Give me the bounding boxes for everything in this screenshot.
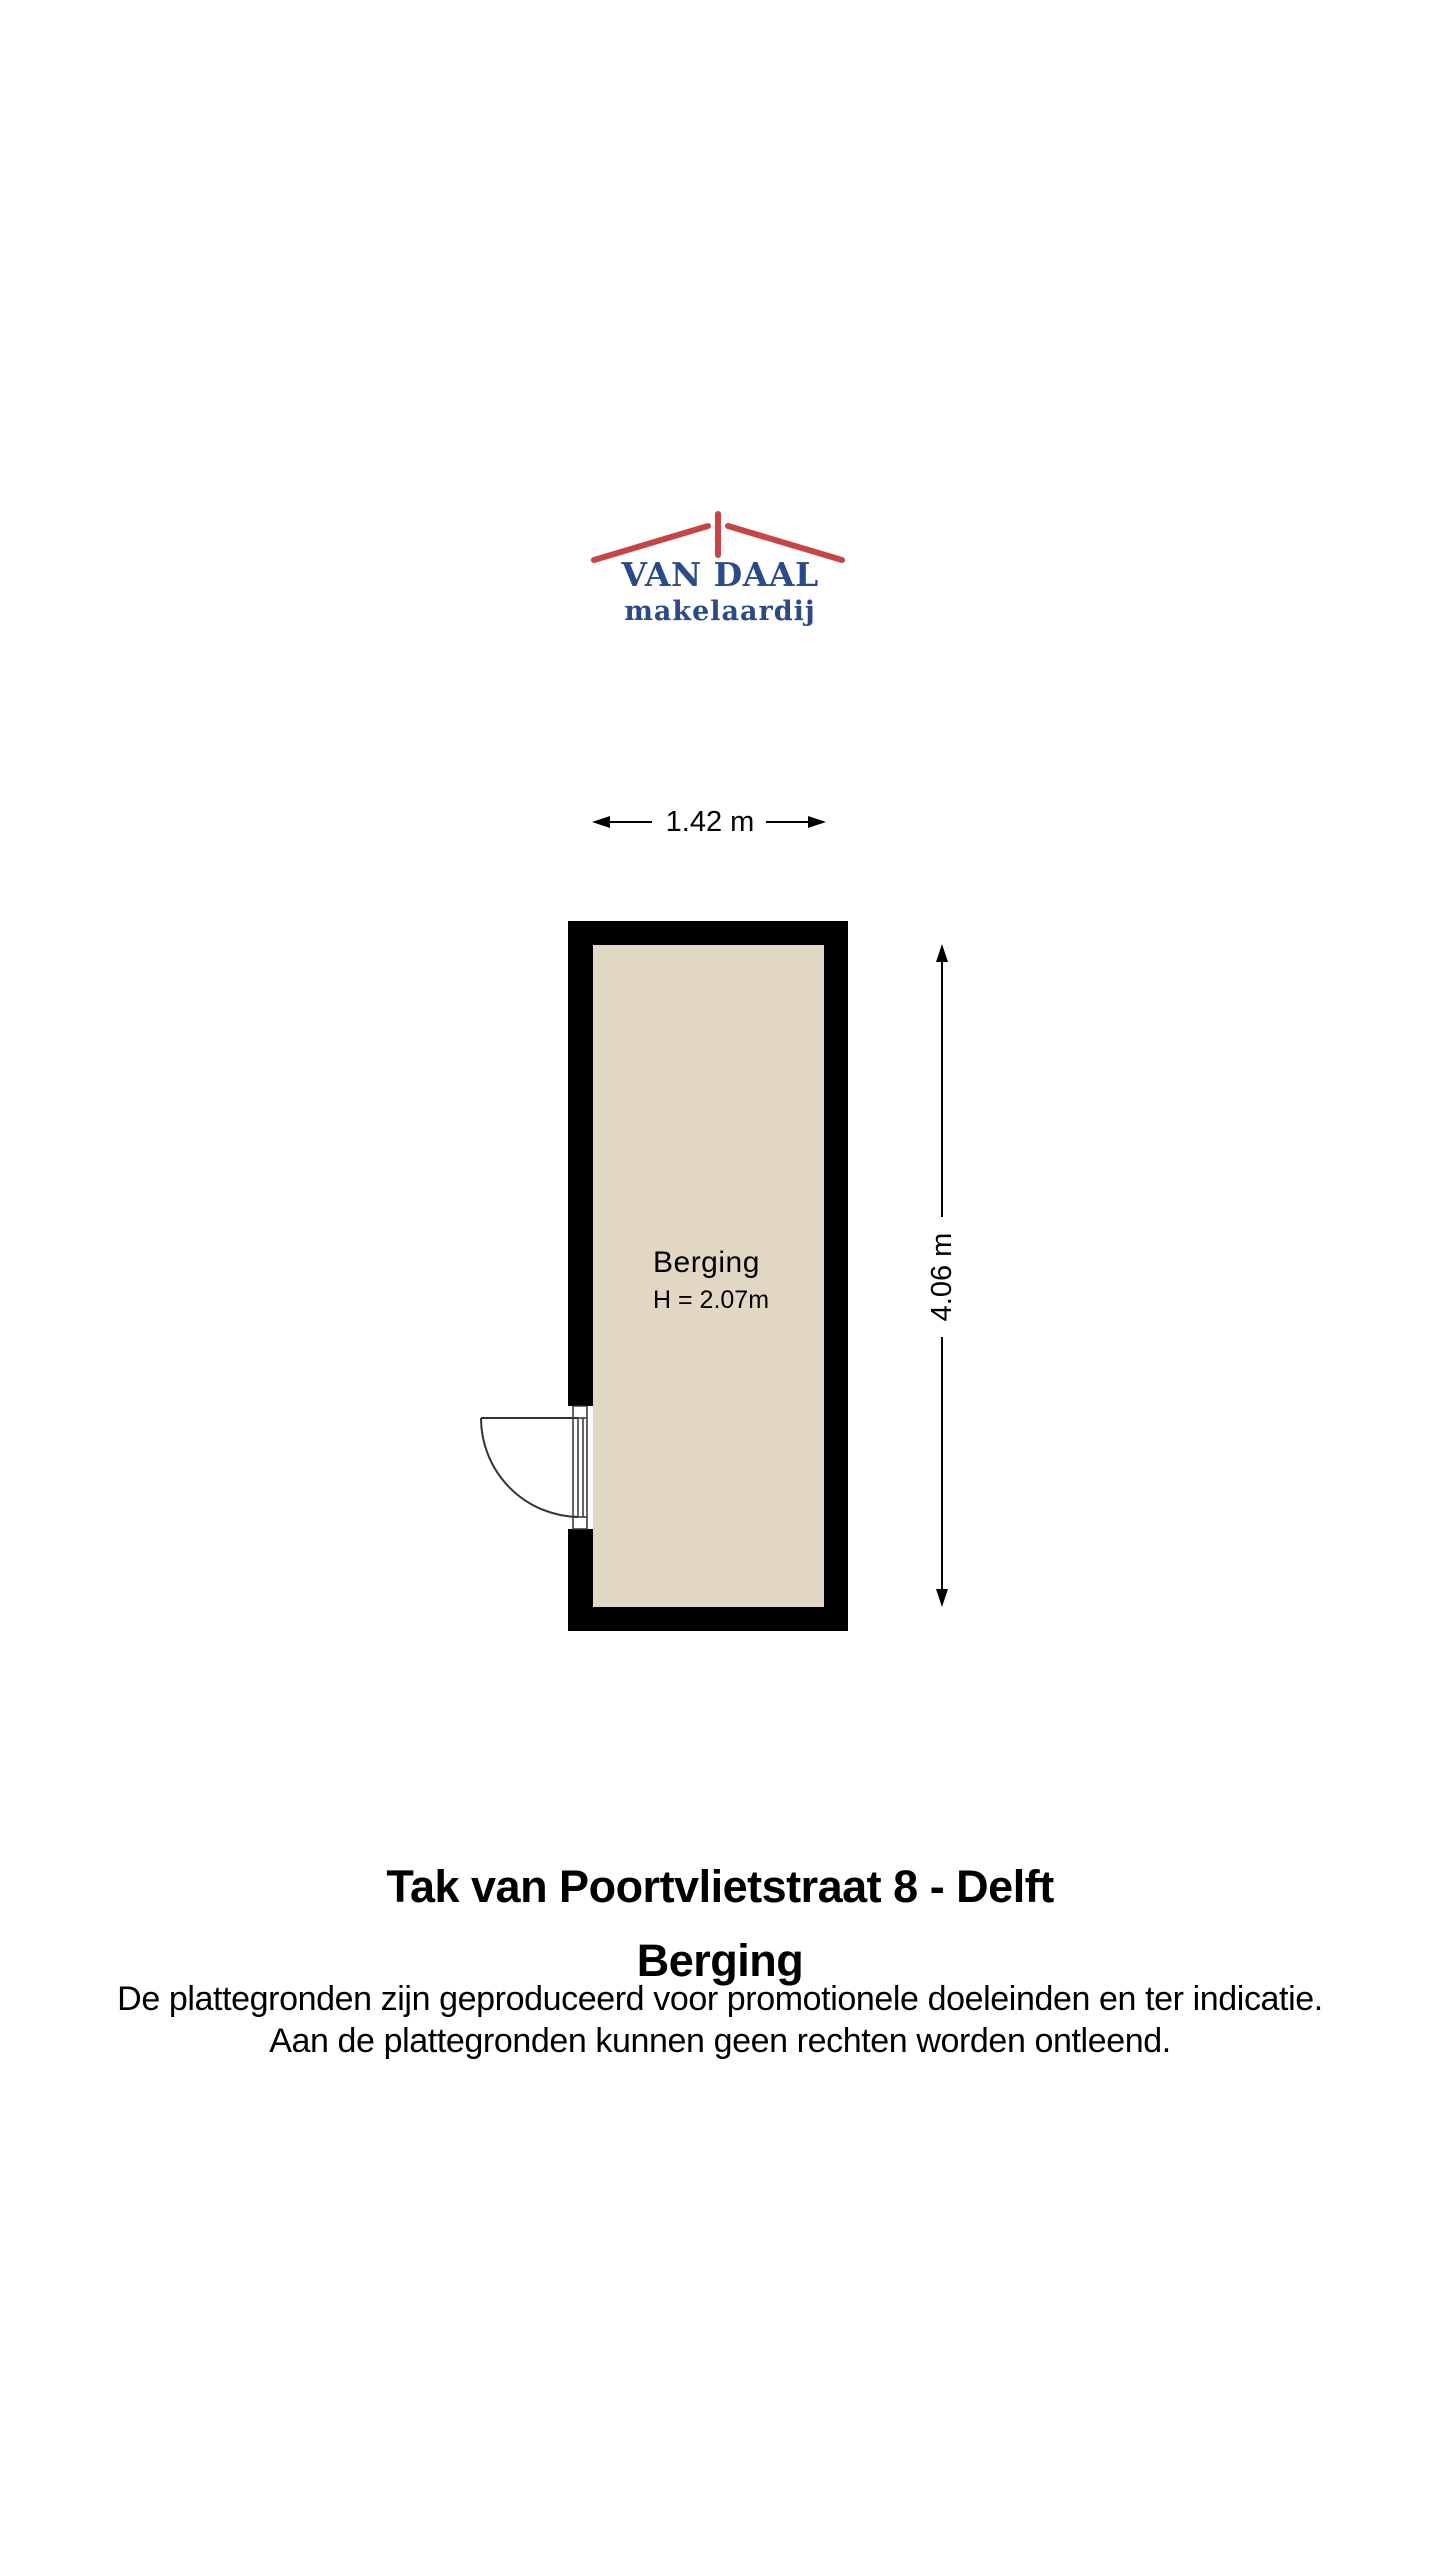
- door-opening: [567, 1406, 594, 1529]
- room-name-label: Berging: [653, 1246, 760, 1279]
- width-dimension-label: 1.42 m: [665, 806, 755, 838]
- length-dimension-label: 4.06 m: [926, 1232, 958, 1322]
- logo-brand-text: VAN DAAL: [621, 555, 819, 594]
- room-height-label: H = 2.07m: [653, 1286, 770, 1314]
- floor-name-title: Berging: [636, 1935, 804, 1986]
- disclaimer-line-2: Aan de plattegronden kunnen geen rechten worden ontleend.: [269, 2022, 1171, 2060]
- disclaimer-line-1: De plattegronden zijn geproduceerd voor promotionele doeleinden en ter indicatie.: [117, 1980, 1323, 2018]
- door-swing-icon: [481, 1418, 578, 1517]
- logo-subtitle-text: makelaardij: [624, 596, 816, 627]
- address-title: Tak van Poortvlietstraat 8 - Delft: [386, 1861, 1054, 1912]
